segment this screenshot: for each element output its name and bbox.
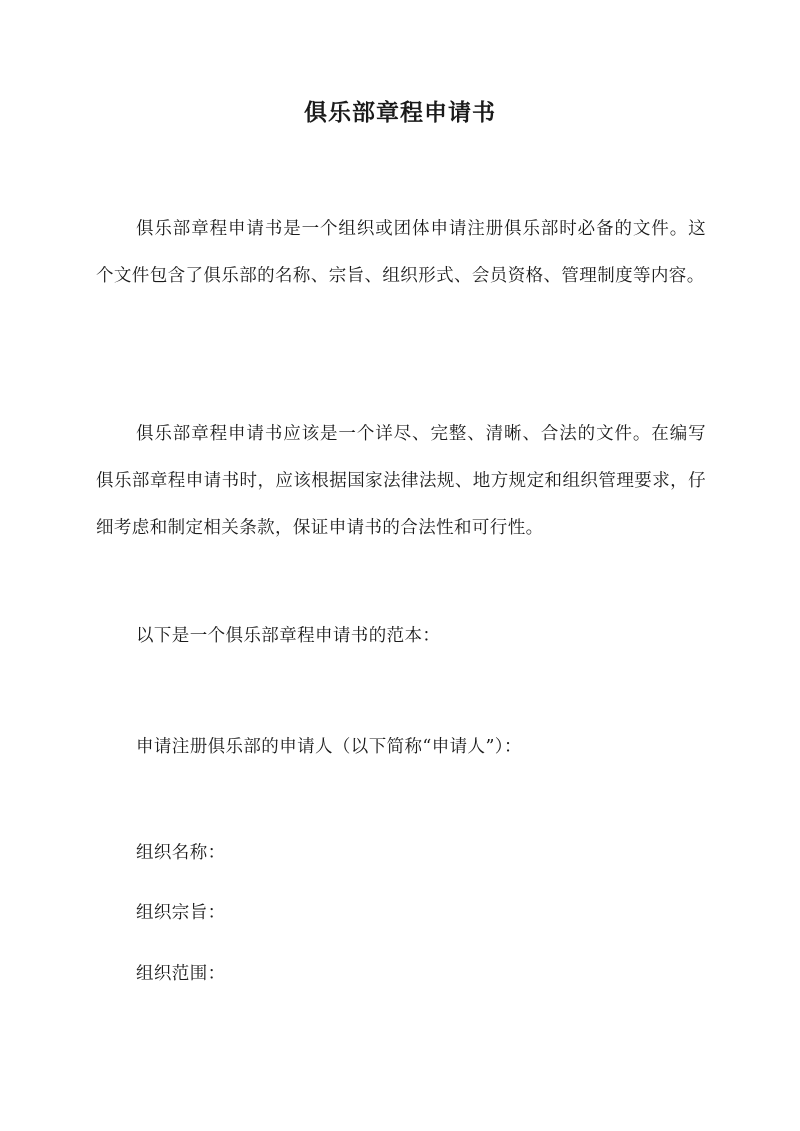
field-org-purpose: 组织宗旨： [136, 903, 226, 923]
sample-intro: 以下是一个俱乐部章程申请书的范本： [136, 626, 441, 646]
field-org-scope: 组织范围： [136, 964, 226, 984]
requirements-paragraph: 俱乐部章程申请书应该是一个详尽、完整、清晰、合法的文件。在编写俱乐部章程申请书时，应该根据国家法律法规、地方规定和组织管理要求，仔细考虑和制定相关条款，保证申请书的合法性和可行性。 [96, 424, 706, 538]
field-org-name: 组织名称： [136, 843, 226, 863]
document-title: 俱乐部章程申请书 [304, 99, 496, 126]
intro-paragraph: 俱乐部章程申请书是一个组织或团体申请注册俱乐部时必备的文件。这个文件包含了俱乐部的名称、宗旨、组织形式、会员资格、管理制度等内容。 [96, 219, 706, 286]
applicant-line: 申请注册俱乐部的申请人（以下简称“申请人”）： [136, 737, 522, 757]
